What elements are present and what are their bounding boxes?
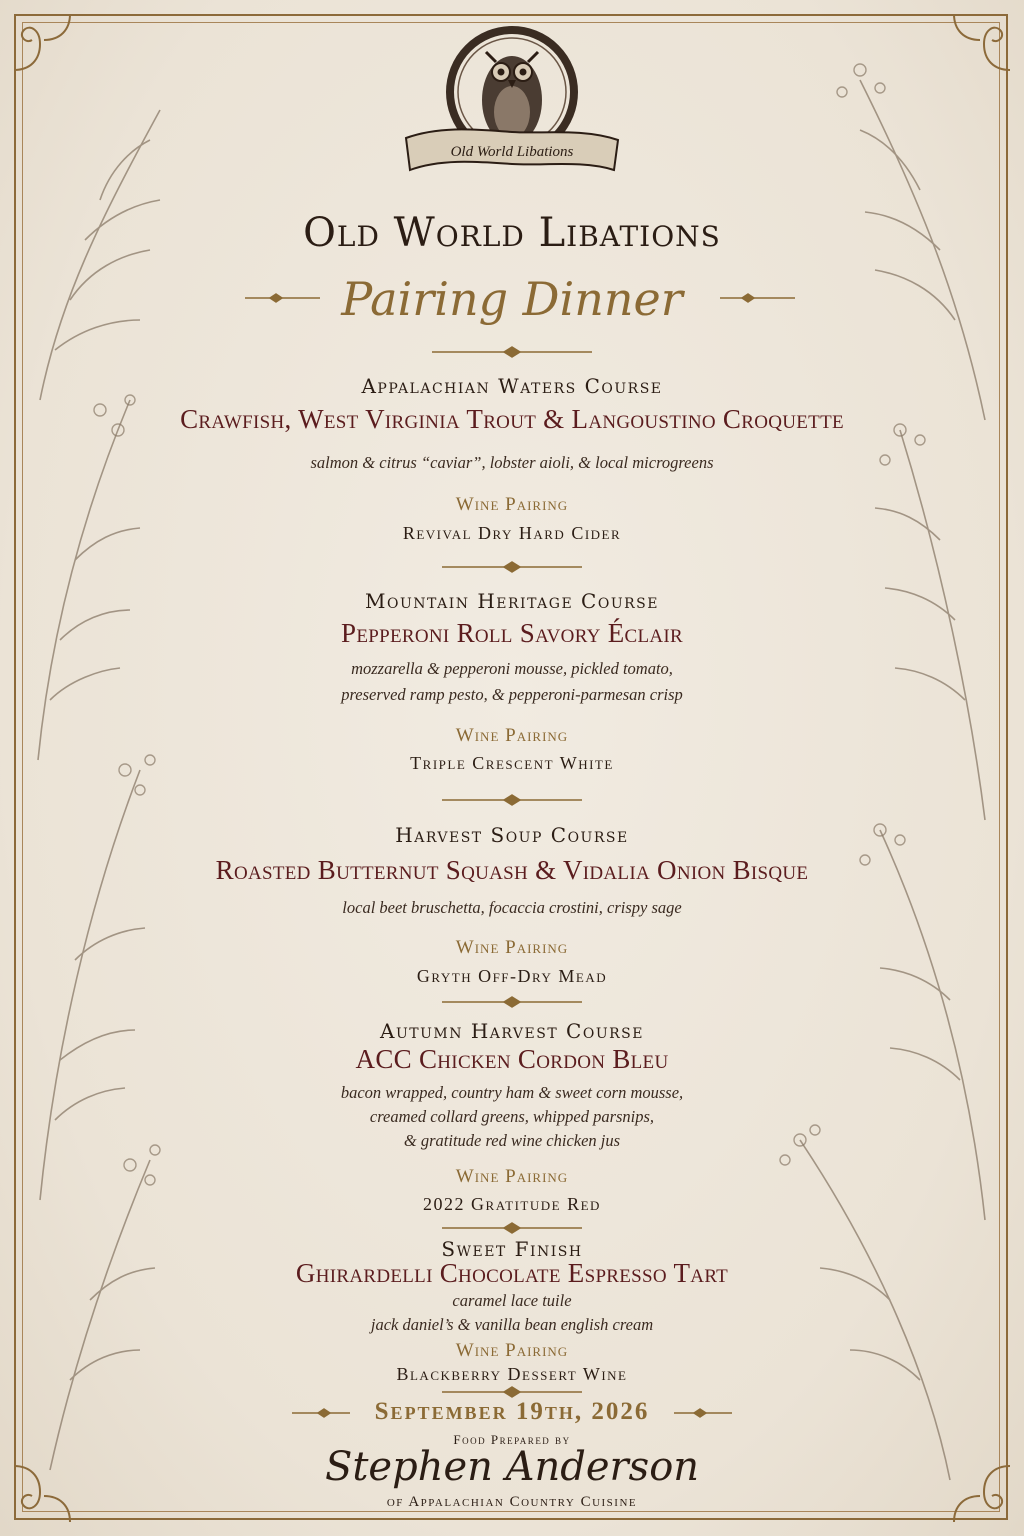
- course-4-name: Autumn Harvest Course: [380, 1019, 644, 1043]
- course-4-description-line-2: creamed collard greens, whipped parsnips,: [369, 1107, 655, 1126]
- course-5-pairing: Blackberry Dessert Wine: [396, 1364, 628, 1384]
- course-1-description: salmon & citrus “caviar”, lobster aioli, & local microgreens: [310, 453, 714, 472]
- course-1-pairing: Revival Dry Hard Cider: [402, 523, 622, 543]
- course-4-description-line-1: bacon wrapped, country ham & sweet corn mousse,: [340, 1083, 684, 1102]
- course-1-dish: Crawfish, West Virginia Trout & Langoustino Croquette: [180, 404, 844, 434]
- course-1-name: Appalachian Waters Course: [361, 374, 663, 398]
- logo-banner-text: Old World Libations: [450, 144, 574, 160]
- course-1-pairing-label: Wine Pairing: [455, 494, 569, 515]
- course-5-name: Sweet Finish: [441, 1237, 583, 1261]
- course-3-description: local beet bruschetta, focaccia crostini, crispy sage: [342, 898, 682, 917]
- course-2-dish: Pepperoni Roll Savory Éclair: [341, 618, 683, 648]
- chef-name: Stephen Anderson: [324, 1444, 700, 1490]
- prepared-by-label: Food Prepared by: [453, 1432, 571, 1447]
- course-2-pairing: Triple Crescent White: [410, 753, 614, 773]
- course-2-name: Mountain Heritage Course: [365, 589, 659, 613]
- course-3-pairing: Gryth Off-Dry Mead: [416, 966, 608, 986]
- event-date: September 19th, 2026: [374, 1398, 650, 1425]
- course-4-dish: ACC Chicken Cordon Bleu: [355, 1044, 669, 1074]
- course-3-name: Harvest Soup Course: [395, 823, 629, 847]
- course-3-dish: Roasted Butternut Squash & Vidalia Onion Bisque: [215, 855, 809, 885]
- menu-title: Old World Libations: [303, 210, 721, 256]
- chef-restaurant: of Appalachian Country Cuisine: [386, 1494, 638, 1510]
- course-5-description-line-1: caramel lace tuile: [452, 1291, 572, 1310]
- course-2-description-line-1: mozzarella & pepperoni mousse, pickled tomato,: [351, 659, 673, 678]
- menu-subtitle: Pairing Dinner: [341, 272, 683, 326]
- course-3-pairing-label: Wine Pairing: [455, 937, 569, 958]
- course-4-description-line-3: & gratitude red wine chicken jus: [403, 1131, 621, 1150]
- course-4-pairing-label: Wine Pairing: [455, 1166, 569, 1187]
- course-5-dish: Ghirardelli Chocolate Espresso Tart: [295, 1258, 729, 1288]
- course-2-pairing-label: Wine Pairing: [455, 725, 569, 746]
- course-4-pairing: 2022 Gratitude Red: [423, 1194, 601, 1214]
- course-2-description-line-2: preserved ramp pesto, & pepperoni-parmesan crisp: [341, 685, 683, 704]
- course-5-description-line-2: jack daniel’s & vanilla bean english cream: [370, 1315, 654, 1334]
- course-5-pairing-label: Wine Pairing: [455, 1340, 569, 1361]
